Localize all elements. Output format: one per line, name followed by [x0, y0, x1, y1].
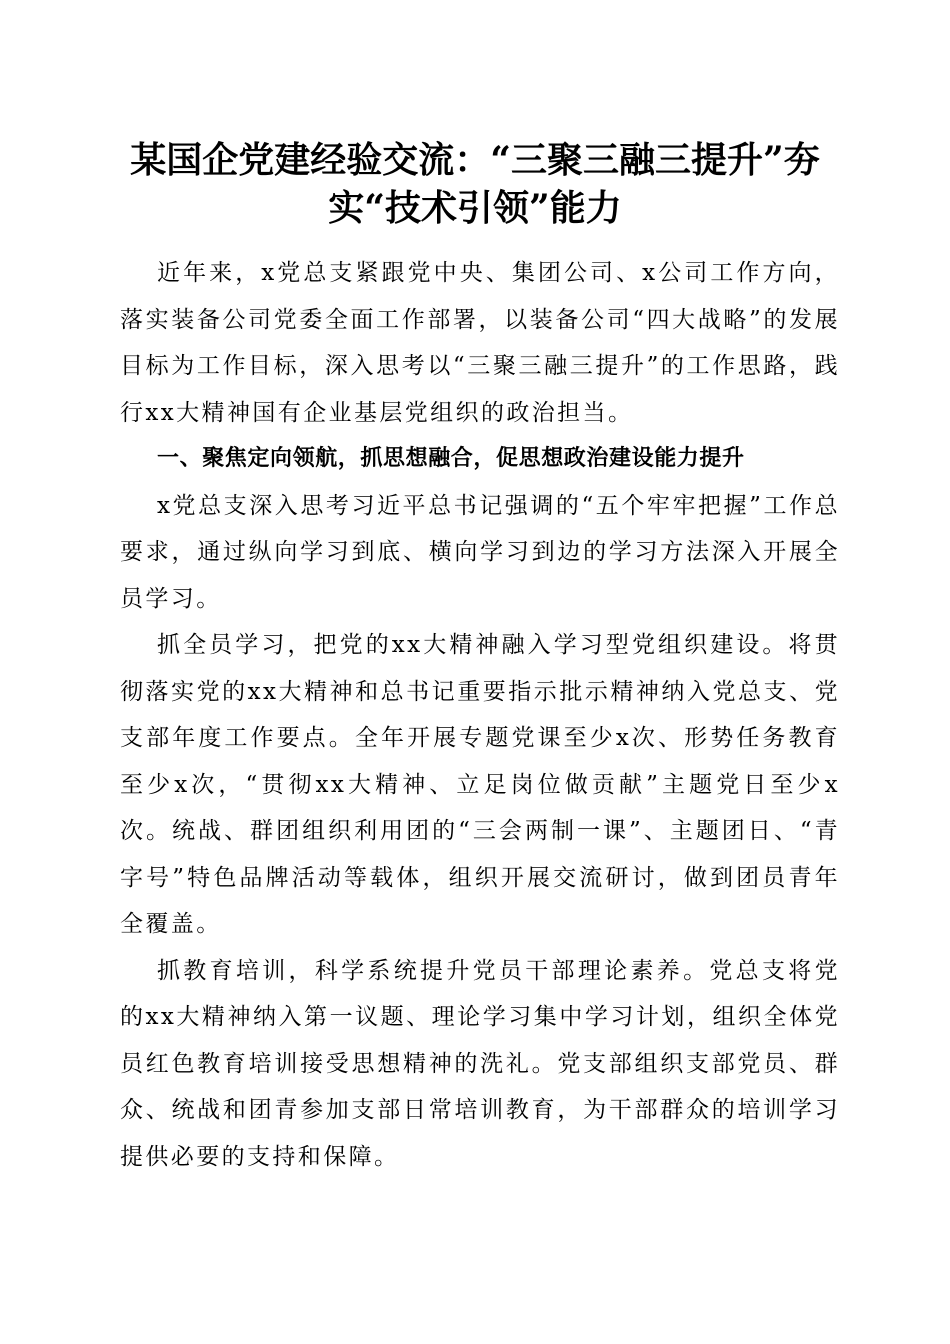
document-body — [120, 250, 840, 1180]
intro-paragraph: 近年来，x党总支紧跟党中央、集团公司、x公司工作方向，落实装备公司党委全面工作部署，以装备公司“四大战略”的发展目标为工作目标，深入思考以“三聚三融三提升”的工作思路，践行xx大精神国有企业基层党组织的政治担当。 — [120, 260, 840, 426]
section-1-paragraph-1: x党总支深入思考习近平总书记强调的“五个牢牢把握”工作总要求，通过纵向学习到底、横向学习到边的学习方法深入开展全员学习。 — [120, 492, 840, 612]
document-title-line-1: 某国企党建经验交流：“三聚三融三提升”夯 — [130, 139, 820, 181]
document-title-line-2: 实“技术引领”能力 — [328, 187, 622, 229]
section-1-paragraph-2: 抓全员学习，把党的xx大精神融入学习型党组织建设。将贯彻落实党的xx大精神和总书记重要指示批示精神纳入党总支、党支部年度工作要点。全年开展专题党课至少x次、形势任务教育至少x次，“贯彻xx大精神、立足岗位做贡献”主题党日至少x次。统战、群团组织利用团的“三会两制一课”、主题团日、“青字号”特色品牌活动等载体，组织开展交流研讨，做到团员青年全覆盖。 — [120, 632, 840, 937]
section-1-heading: 一、聚焦定向领航，抓思想融合，促思想政治建设能力提升 — [157, 446, 745, 471]
section-1-paragraph-3: 抓教育培训，科学系统提升党员干部理论素养。党总支将党的xx大精神纳入第一议题、理论学习集中学习计划，组织全体党员红色教育培训接受思想精神的洗礼。党支部组织支部党员、群众、统战和团青参加支部日常培训教育，为干部群众的培训学习提供必要的支持和保障。 — [120, 957, 840, 1170]
